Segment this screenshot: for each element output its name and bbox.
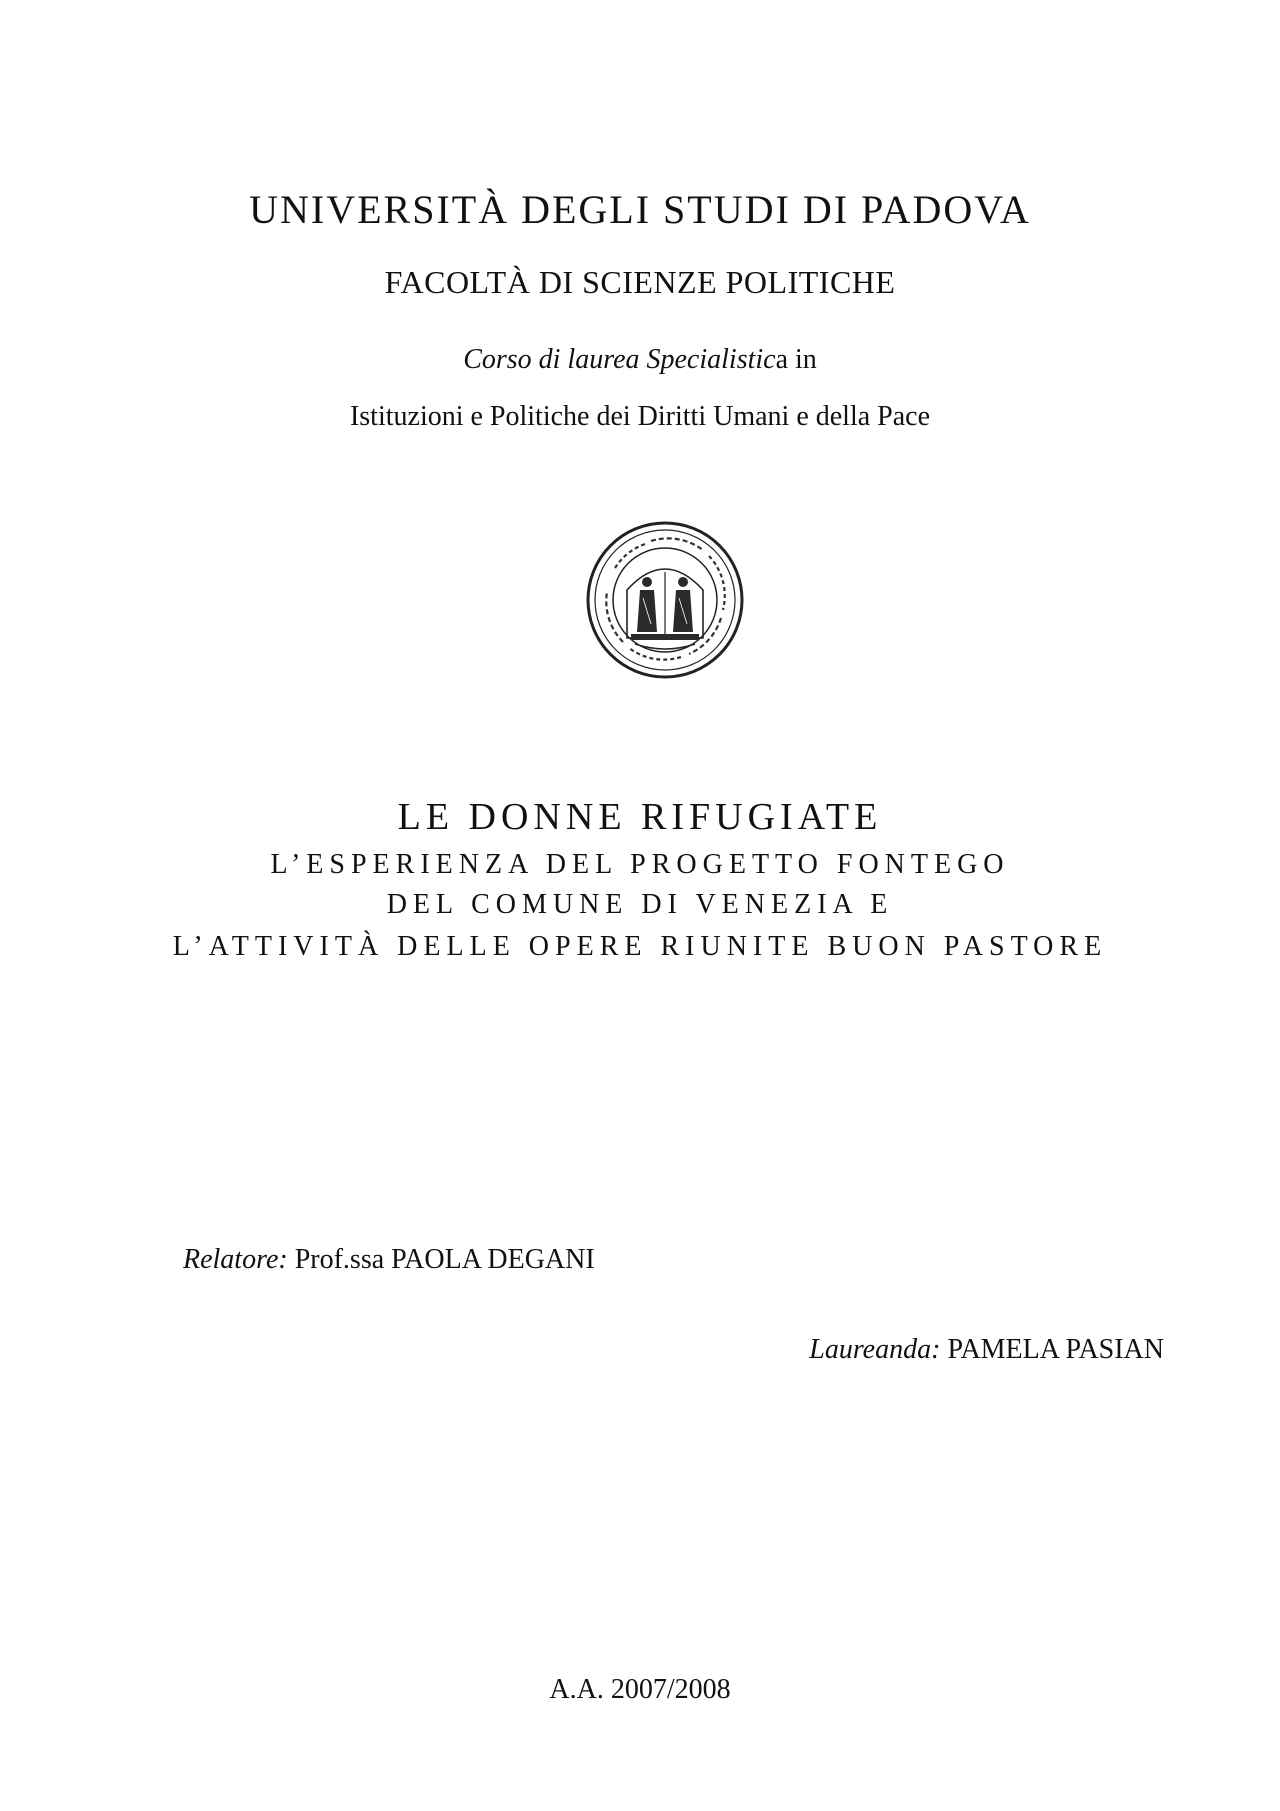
faculty-name: FACOLTÀ DI SCIENZE POLITICHE: [384, 264, 896, 300]
academic-year: A.A. 2007/2008: [549, 1674, 731, 1705]
course-line: [0, 344, 1280, 376]
laureanda-line: [809, 1334, 1164, 1366]
laureanda-label: Laureanda:: [809, 1334, 941, 1365]
relatore-name: Prof.ssa PAOLA DEGANI: [287, 1244, 595, 1275]
program-name: Istituzioni e Politiche dei Diritti Umani e della Pace: [349, 401, 931, 432]
relatore-label: Relatore:: [183, 1244, 288, 1275]
relatore-line: [183, 1244, 595, 1276]
thesis-subtitle-line-3: L’ATTIVITÀ DELLE OPERE RIUNITE BUON PASTORE: [172, 931, 1108, 962]
laureanda-name: PAMELA PASIAN: [940, 1334, 1164, 1365]
thesis-subtitle-line-1: L’ESPERIENZA DEL PROGETTO FONTEGO: [270, 849, 1010, 880]
university-name: UNIVERSITÀ DEGLI STUDI DI PADOVA: [249, 187, 1031, 232]
course-italic-text: Corso di laurea Specialistic: [463, 344, 776, 375]
university-seal-icon: [585, 520, 745, 680]
thesis-subtitle-line-2: DEL COMUNE DI VENEZIA E: [386, 889, 894, 920]
course-regular-text: a in: [775, 344, 817, 375]
thesis-title: LE DONNE RIFUGIATE: [397, 796, 883, 838]
